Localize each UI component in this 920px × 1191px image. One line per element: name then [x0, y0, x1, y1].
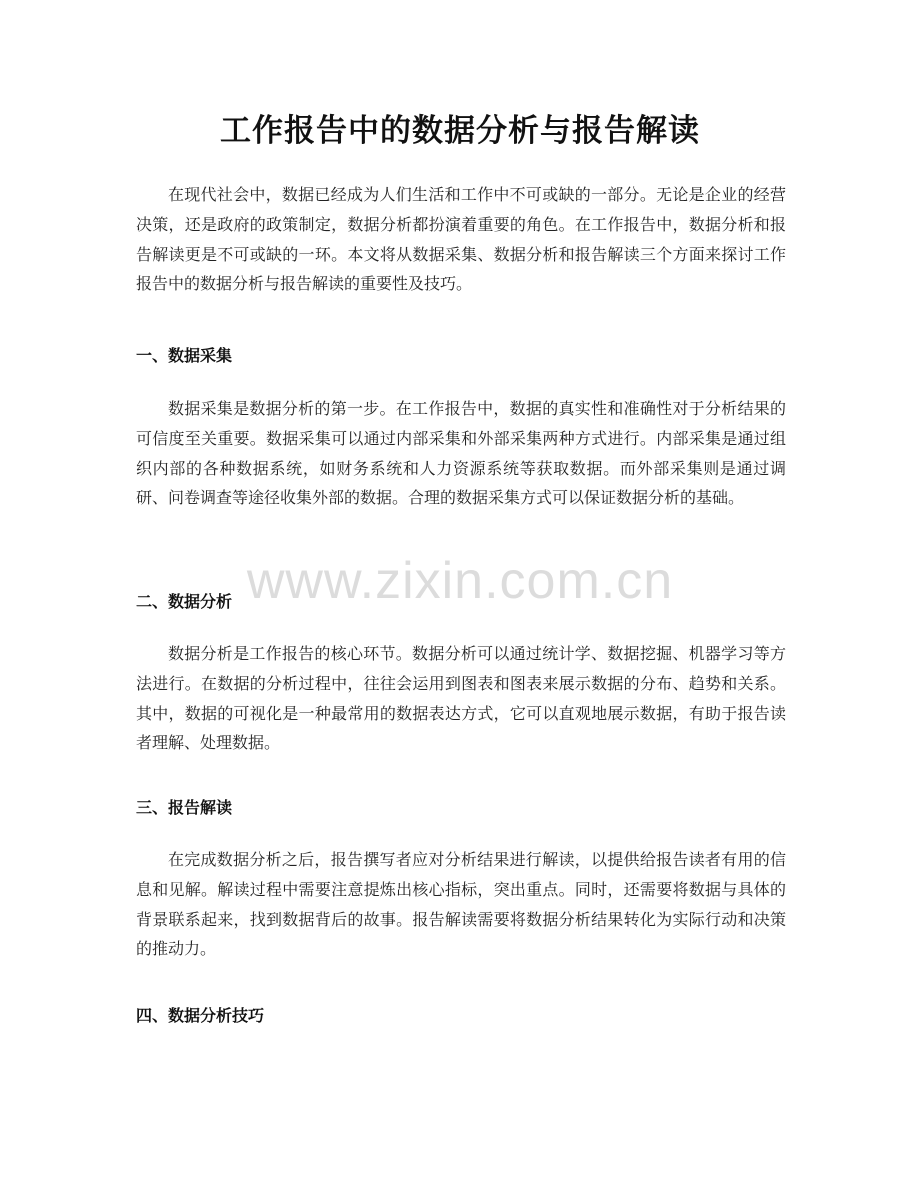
section-heading-report-interpretation: 三、报告解读 [136, 798, 233, 817]
section-body-data-collection: 数据采集是数据分析的第一步。在工作报告中，数据的真实性和准确性对于分析结果的可信度至关重要。数据采集可以通过内部采集和外部采集两种方式进行。内部采集是通过组织内部的各种数据系统，如财务系统和人力资源系统等获取数据。而外部采集则是通过调研、问卷调查等途径收集外部的数据。合理的数据采集方式可以保证数据分析的基础。 [136, 399, 786, 508]
page-title: 工作报告中的数据分析与报告解读 [220, 113, 700, 149]
section-body-data-analysis: 数据分析是工作报告的核心环节。数据分析可以通过统计学、数据挖掘、机器学习等方法进行。在数据的分析过程中，往往会运用到图表和图表来展示数据的分布、趋势和关系。其中，数据的可视化是一种最常用的数据表达方式，它可以直观地展示数据，有助于报告读者理解、处理数据。 [136, 644, 786, 753]
section-heading-data-collection: 一、数据采集 [136, 346, 233, 365]
section-heading-data-analysis: 二、数据分析 [136, 592, 233, 611]
section-heading-analysis-techniques: 四、数据分析技巧 [136, 1006, 265, 1025]
section-body-report-interpretation: 在完成数据分析之后，报告撰写者应对分析结果进行解读，以提供给报告读者有用的信息和见解。解读过程中需要注意提炼出核心指标，突出重点。同时，还需要将数据与具体的背景联系起来，找到数据背后的故事。报告解读需要将数据分析结果转化为实际行动和决策的推动力。 [136, 850, 786, 959]
watermark: www.zixin.com.cn [246, 552, 674, 610]
intro-paragraph: 在现代社会中，数据已经成为人们生活和工作中不可或缺的一部分。无论是企业的经营决策，还是政府的政策制定，数据分析都扮演着重要的角色。在工作报告中，数据分析和报告解读更是不可或缺的一环。本文将从数据采集、数据分析和报告解读三个方面来探讨工作报告中的数据分析与报告解读的重要性及技巧。 [136, 185, 786, 294]
